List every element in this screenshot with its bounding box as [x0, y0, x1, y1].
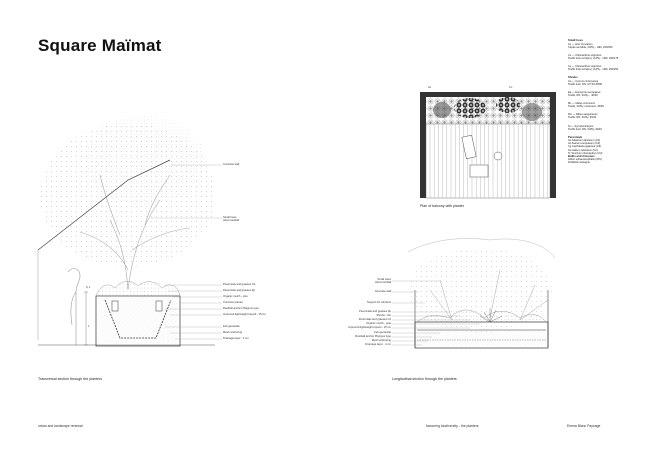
legend-entry: Mc — Malus communis Touffe, 3U/5y, conteneur, 40/60 — [568, 102, 604, 109]
legend-code: St — [568, 124, 571, 128]
legend-code: Rm — [568, 113, 573, 117]
legend-entry: Fritillaria meleagris — [568, 161, 590, 165]
label-rootball-anchor-long: Rootball anchor Platypus type — [355, 335, 391, 338]
longitudinal-section-drawing — [392, 239, 555, 349]
legend-code: Ac — [568, 42, 572, 46]
label-small-trees-long: Small trees wired rootball — [375, 278, 391, 285]
caption-plan: Plan of balcony with planter — [420, 204, 464, 208]
legend-code: Cv — [568, 64, 572, 68]
legend-entry: Ac Asarum europaeum (C2) — [568, 142, 601, 146]
legend-entry: Ea — Euonymus europaeus Touffe, RN, 3U/5y... 40/60 — [568, 90, 601, 98]
legend-code: Ea — [568, 90, 572, 94]
legend-entry: Rm — Ribes sanguineum Touffe, RN, 3U/5y, 30/40 — [568, 113, 598, 120]
legend-entry: St — Symphoricarpos Touffe tiroir, RN, 3U/5y, 30/40 — [568, 124, 602, 131]
label-drainage-layer-long: Drainage layer - 4 cm — [365, 343, 391, 346]
legend-entry: Ac Adiantum aleuticum (C2) — [568, 139, 601, 143]
label-small-trees: Small trees wired rootball — [223, 216, 239, 223]
legend-detail: Touffe, RN, 3U/5y, 30/40 — [568, 116, 597, 120]
legend-code: Mc — [568, 102, 572, 106]
legend-entry: Cc — Chionanthus virginicus Touffe tiroir extra(ex). 2U/5y... H90, 150/175 — [568, 53, 619, 60]
legend-detail: Touffe, 3U/5y, conteneur, 40/60 — [568, 105, 604, 109]
legend-detail: Touffe tiroir, RN, 3U/5y, 30/40 — [568, 127, 602, 131]
legend-name: Euonymus europaeus — [575, 90, 601, 94]
label-perennials-9p: Perennials and grasses 9p — [223, 289, 255, 292]
legend-perennials-heading: Perennials — [568, 134, 583, 139]
footer-left: urban and landscape renewal — [38, 424, 83, 428]
legend-detail: Touffe tiroir, RN, 3/7 5U 80/90 — [568, 82, 603, 86]
legend-detail: Touffe tiroir extra(ex). 2U/5y... H90, 150/175 — [568, 56, 619, 60]
legend-name: Chionanthus virginicus — [575, 64, 602, 68]
label-mesh-anchoring-long: Mesh anchoring — [371, 339, 391, 342]
label-drainage-layer: Drainage layer - 4 cm — [223, 337, 249, 340]
label-organic-mulch-long: Organic mulch - pine — [366, 322, 391, 325]
legend-name: Cornus controversa — [575, 79, 599, 83]
caption-longitudinal: Longitudinal section through the planters — [392, 377, 457, 381]
legend-entry: Co — Cornus controversa Touffe tiroir, RN, 3/7 5U 80/90 — [568, 79, 603, 86]
page-title: Square Maïmat — [38, 36, 162, 55]
legend-name: Acer truncatum — [574, 42, 593, 46]
plant-legend — [568, 39, 638, 165]
plan-tag-ac: Ac — [428, 86, 432, 89]
legend-bulbs-heading: Bulbs and rhizomes — [568, 153, 595, 158]
label-shrubs: Shrubs - 9m — [376, 314, 391, 317]
legend-code: Cc — [568, 53, 572, 57]
legend-entry: Tc Teucrium chamaedrys (C2) — [568, 151, 603, 155]
legend-entry: Allium sphaerocephalon (RS) — [568, 158, 602, 162]
label-felt-geotextile-long: Felt geotextile — [374, 331, 391, 334]
legend-code: Co — [568, 79, 572, 83]
label-concrete-wall: Concrete wall — [223, 163, 240, 166]
dimension-label-top: 0, 1 — [86, 286, 91, 289]
label-topsoil: Improved lightweight topsoil - 15 cm — [223, 313, 266, 316]
label-organic-mulch: Organic mulch - pine — [223, 295, 248, 298]
legend-entry: Gs Galium odoratum (C2) — [568, 148, 598, 152]
legend-entry: Cv — Chionanthus virginicus Touffe tiroir extra(ex). 2U/5y... H90, 200/250 — [568, 64, 619, 72]
label-support-climbers: Support for climbers — [366, 301, 391, 304]
label-concrete-wall-long: Concrete wall — [374, 290, 391, 293]
transversal-section-drawing — [38, 115, 222, 346]
legend-shrubs-heading: Shrubs — [568, 75, 578, 80]
footer-right: Emma Blanc Paysage — [567, 424, 601, 428]
plan-tag-cc: Cc — [509, 86, 513, 89]
legend-small-trees-heading: Small trees — [568, 38, 583, 42]
legend-name: Chionanthus virginicus — [575, 53, 602, 57]
label-rootball-anchor: Rootball anchor Platypus type — [223, 307, 259, 310]
label-perennials-c2: Perennials and grasses C2, — [223, 283, 257, 286]
plan-drawing — [420, 92, 556, 198]
legend-entry: Ac — Acer truncatum Cépée semifide, 2U/5y... H90, 200/250 — [568, 42, 613, 49]
footer-center: favouring biodiversity - the planters — [426, 424, 479, 428]
label-perennials-9p-long: Perennials and grasses 9p — [359, 310, 391, 313]
legend-name: Symphoricarpos — [574, 124, 594, 128]
legend-detail: Cépée semifide, 2U/5y... H90, 200/250 — [568, 45, 613, 49]
legend-name: Malus communis — [575, 102, 595, 106]
legend-detail: Touffe, RN, 3U/5y... 40/60 — [568, 94, 598, 98]
label-mesh-anchoring: Mesh anchoring — [223, 331, 243, 334]
label-perennials-c2-long: Perennials and grasses C2 — [358, 318, 391, 321]
label-concrete-planter: Concrete planter — [223, 301, 243, 304]
dimension-label-side: 1 — [88, 325, 90, 328]
legend-detail: Touffe tiroir extra(ex). 2U/5y... H90, 200/250 — [568, 68, 619, 72]
label-felt-geotextile: Felt geotextile — [223, 325, 240, 328]
plan-tag-cv: Cv — [530, 92, 534, 95]
caption-transversal: Transversal section through the planters — [38, 377, 102, 381]
legend-entry: Cg Cephalaria gigantea (C9) — [568, 145, 602, 149]
label-topsoil-long: Improved lightweight topsoil - 15 cm — [348, 326, 391, 329]
legend-name: Ribes sanguineum — [576, 113, 598, 117]
